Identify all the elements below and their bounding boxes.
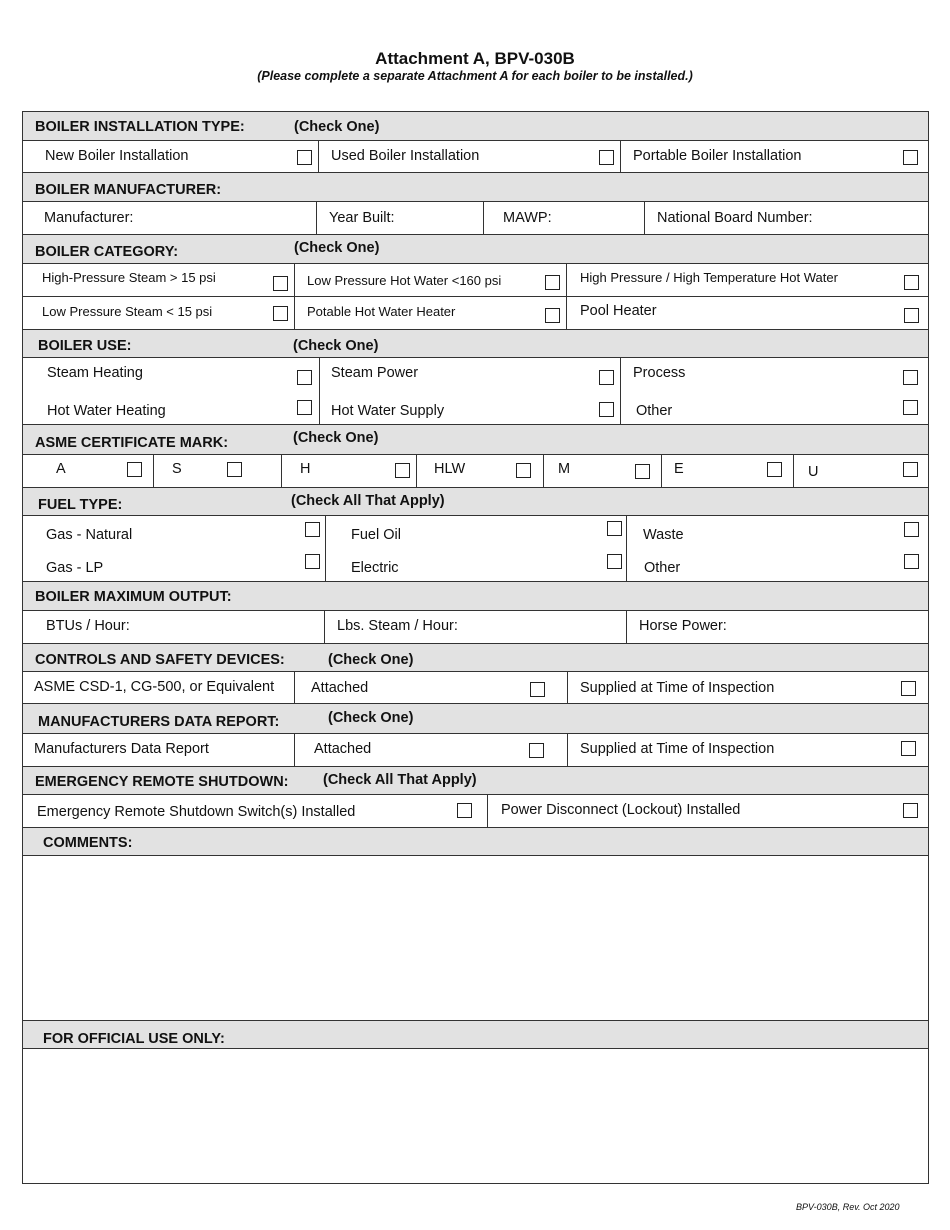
category-potable-hot-water-label: Potable Hot Water Heater bbox=[307, 304, 456, 319]
use-middle-column bbox=[319, 358, 620, 424]
mdr-heading: MANUFACTURERS DATA REPORT: bbox=[38, 714, 280, 730]
steam-power-checkbox[interactable] bbox=[599, 370, 614, 385]
use-steam-heating-label: Steam Heating bbox=[47, 365, 143, 381]
asme-e-label: E bbox=[674, 461, 684, 477]
fuel-gas-natural-label: Gas - Natural bbox=[46, 527, 133, 543]
lbs-steam-cell[interactable] bbox=[324, 611, 626, 643]
process-checkbox[interactable] bbox=[903, 370, 918, 385]
controls-attached-cell bbox=[294, 672, 567, 703]
asme-e-checkbox[interactable] bbox=[767, 462, 782, 477]
used-boiler-checkbox[interactable] bbox=[599, 150, 614, 165]
national-board-cell[interactable] bbox=[644, 202, 928, 234]
mdr-row bbox=[23, 734, 928, 767]
official-area bbox=[23, 1049, 928, 1183]
waste-checkbox[interactable] bbox=[904, 522, 919, 537]
category-hp-ht-hot-water-label: High Pressure / High Temperature Hot Water bbox=[580, 270, 838, 285]
category-row-1 bbox=[23, 264, 928, 297]
option-portable-boiler-label: Portable Boiler Installation bbox=[633, 148, 802, 164]
asme-header bbox=[23, 425, 928, 455]
category-row-2 bbox=[23, 297, 928, 330]
use-hot-water-supply-label: Hot Water Supply bbox=[331, 403, 445, 419]
installation-type-header bbox=[23, 112, 928, 141]
manufacturer-heading: BOILER MANUFACTURER: bbox=[35, 182, 222, 198]
fuel-electric-label: Electric bbox=[351, 560, 399, 576]
output-row bbox=[23, 611, 928, 644]
mdr-supplied-label: Supplied at Time of Inspection bbox=[580, 741, 775, 757]
use-rows bbox=[23, 358, 928, 424]
power-disconnect-label: Power Disconnect (Lockout) Installed bbox=[501, 802, 741, 818]
asme-m-checkbox[interactable] bbox=[635, 464, 650, 479]
used-boiler-cell bbox=[318, 141, 620, 172]
boiler-form bbox=[22, 111, 929, 1184]
use-right-column bbox=[620, 358, 928, 424]
mdr-supplied-checkbox[interactable] bbox=[901, 741, 916, 756]
use-hot-water-heating-label: Hot Water Heating bbox=[47, 403, 166, 419]
use-heading: BOILER USE: bbox=[38, 338, 132, 354]
option-used-boiler-label: Used Boiler Installation bbox=[331, 148, 480, 164]
hot-water-supply-checkbox[interactable] bbox=[599, 402, 614, 417]
asme-hlw-checkbox[interactable] bbox=[516, 463, 531, 478]
hp-steam-checkbox[interactable] bbox=[273, 276, 288, 291]
category-lp-steam-label: Low Pressure Steam < 15 psi bbox=[42, 304, 213, 319]
comments-header bbox=[23, 828, 928, 856]
mdr-supplied-cell bbox=[567, 734, 928, 766]
electric-checkbox[interactable] bbox=[607, 554, 622, 569]
use-other-label: Other bbox=[636, 403, 673, 419]
asme-m-cell bbox=[543, 455, 661, 487]
fuel-oil-label: Fuel Oil bbox=[351, 527, 401, 543]
fuel-other-label: Other bbox=[644, 560, 681, 576]
controls-row bbox=[23, 672, 928, 704]
manufacturer-field-label: Manufacturer: bbox=[44, 210, 134, 226]
form-title: Attachment A, BPV-030B bbox=[375, 49, 575, 68]
gas-natural-checkbox[interactable] bbox=[305, 522, 320, 537]
output-heading: BOILER MAXIMUM OUTPUT: bbox=[35, 589, 232, 605]
mdr-label: Manufacturers Data Report bbox=[34, 741, 209, 757]
fuel-gas-lp-label: Gas - LP bbox=[46, 560, 104, 576]
controls-header bbox=[23, 644, 928, 672]
controls-attached-label: Attached bbox=[311, 680, 369, 696]
new-boiler-checkbox[interactable] bbox=[297, 150, 312, 165]
controls-label: ASME CSD-1, CG-500, or Equivalent bbox=[34, 679, 275, 695]
asme-s-label: S bbox=[172, 461, 182, 477]
lp-hot-water-cell bbox=[294, 264, 566, 296]
shutdown-row bbox=[23, 795, 928, 828]
shutdown-heading: EMERGENCY REMOTE SHUTDOWN: bbox=[35, 774, 289, 790]
gas-lp-checkbox[interactable] bbox=[305, 554, 320, 569]
category-hp-steam-label: High-Pressure Steam > 15 psi bbox=[42, 270, 216, 285]
manufacturer-header bbox=[23, 173, 928, 202]
use-steam-power-label: Steam Power bbox=[331, 365, 419, 381]
asme-a-label: A bbox=[56, 461, 66, 477]
controls-instruction: (Check One) bbox=[328, 652, 414, 668]
shutdown-switch-label: Emergency Remote Shutdown Switch(s) Installed bbox=[37, 804, 356, 820]
shutdown-switch-checkbox[interactable] bbox=[457, 803, 472, 818]
asme-heading: ASME CERTIFICATE MARK: bbox=[35, 435, 229, 451]
asme-s-checkbox[interactable] bbox=[227, 462, 242, 477]
asme-u-checkbox[interactable] bbox=[903, 462, 918, 477]
asme-u-label: U bbox=[808, 464, 819, 480]
pool-heater-checkbox[interactable] bbox=[904, 308, 919, 323]
use-instruction: (Check One) bbox=[293, 338, 379, 354]
lp-hot-water-checkbox[interactable] bbox=[545, 275, 560, 290]
official-header bbox=[23, 1021, 928, 1049]
asme-s-cell bbox=[153, 455, 281, 487]
controls-supplied-cell bbox=[567, 672, 928, 703]
comments-heading: COMMENTS: bbox=[43, 835, 133, 851]
category-instruction: (Check One) bbox=[294, 240, 380, 256]
use-other-checkbox[interactable] bbox=[903, 400, 918, 415]
mdr-instruction: (Check One) bbox=[328, 710, 414, 726]
category-heading: BOILER CATEGORY: bbox=[35, 244, 179, 260]
asme-h-label: H bbox=[300, 461, 311, 477]
option-new-boiler-label: New Boiler Installation bbox=[45, 148, 189, 164]
category-header bbox=[23, 235, 928, 264]
power-disconnect-checkbox[interactable] bbox=[903, 803, 918, 818]
asme-hlw-label: HLW bbox=[434, 461, 466, 477]
fuel-right-column bbox=[626, 516, 928, 581]
potable-hot-water-cell bbox=[294, 297, 566, 329]
mawp-cell[interactable] bbox=[483, 202, 644, 234]
mdr-attached-cell bbox=[294, 734, 567, 766]
asme-e-cell bbox=[661, 455, 793, 487]
year-built-cell[interactable] bbox=[316, 202, 483, 234]
installation-type-row bbox=[23, 141, 928, 173]
asme-m-label: M bbox=[558, 461, 571, 477]
horse-power-label: Horse Power: bbox=[639, 618, 727, 634]
controls-supplied-checkbox[interactable] bbox=[901, 681, 916, 696]
form-subtitle: (Please complete a separate Attachment A for each boiler to be installed.) bbox=[257, 69, 693, 83]
use-process-label: Process bbox=[633, 365, 686, 381]
fuel-other-checkbox[interactable] bbox=[904, 554, 919, 569]
manufacturer-row bbox=[23, 202, 928, 235]
fuel-waste-label: Waste bbox=[643, 527, 684, 543]
hot-water-heating-checkbox[interactable] bbox=[297, 400, 312, 415]
fuel-instruction: (Check All That Apply) bbox=[291, 493, 445, 509]
asme-row bbox=[23, 455, 928, 488]
asme-h-checkbox[interactable] bbox=[395, 463, 410, 478]
steam-heating-checkbox[interactable] bbox=[297, 370, 312, 385]
hp-ht-hot-water-cell bbox=[566, 264, 928, 296]
fuel-middle-column bbox=[325, 516, 626, 581]
fuel-oil-checkbox[interactable] bbox=[607, 521, 622, 536]
pool-heater-cell bbox=[566, 297, 928, 329]
category-lp-hot-water-label: Low Pressure Hot Water <160 psi bbox=[307, 273, 502, 288]
controls-supplied-label: Supplied at Time of Inspection bbox=[580, 680, 775, 696]
category-pool-heater-label: Pool Heater bbox=[580, 303, 657, 319]
horse-power-cell[interactable] bbox=[626, 611, 928, 643]
output-header bbox=[23, 582, 928, 611]
comments-area[interactable] bbox=[23, 856, 928, 1021]
potable-hot-water-checkbox[interactable] bbox=[545, 308, 560, 323]
fuel-heading: FUEL TYPE: bbox=[38, 497, 123, 513]
mdr-attached-checkbox[interactable] bbox=[529, 743, 544, 758]
portable-boiler-checkbox[interactable] bbox=[903, 150, 918, 165]
mdr-attached-label: Attached bbox=[314, 741, 372, 757]
installation-type-instruction: (Check One) bbox=[294, 119, 380, 135]
hp-ht-hot-water-checkbox[interactable] bbox=[904, 275, 919, 290]
shutdown-instruction: (Check All That Apply) bbox=[323, 772, 477, 788]
asme-a-checkbox[interactable] bbox=[127, 462, 142, 477]
national-board-label: National Board Number: bbox=[657, 210, 813, 226]
year-built-label: Year Built: bbox=[329, 210, 395, 226]
controls-attached-checkbox[interactable] bbox=[530, 682, 545, 697]
revision-footer: BPV-030B, Rev. Oct 2020 bbox=[796, 1202, 900, 1212]
official-heading: FOR OFFICIAL USE ONLY: bbox=[43, 1031, 225, 1047]
fuel-header bbox=[23, 488, 928, 516]
lp-steam-checkbox[interactable] bbox=[273, 306, 288, 321]
use-header bbox=[23, 330, 928, 358]
controls-heading: CONTROLS AND SAFETY DEVICES: bbox=[35, 652, 285, 668]
mawp-label: MAWP: bbox=[503, 210, 552, 226]
asme-h-cell bbox=[281, 455, 416, 487]
asme-u-cell bbox=[793, 455, 928, 487]
lbs-steam-hour-label: Lbs. Steam / Hour: bbox=[337, 618, 458, 634]
installation-type-heading: BOILER INSTALLATION TYPE: bbox=[35, 119, 245, 135]
asme-hlw-cell bbox=[416, 455, 543, 487]
fuel-rows bbox=[23, 516, 928, 582]
btus-hour-label[interactable]: BTUs / Hour: bbox=[46, 618, 130, 634]
portable-boiler-cell bbox=[620, 141, 928, 172]
shutdown-header bbox=[23, 767, 928, 795]
mdr-header bbox=[23, 704, 928, 734]
power-disconnect-cell bbox=[487, 795, 928, 827]
asme-instruction: (Check One) bbox=[293, 430, 379, 446]
